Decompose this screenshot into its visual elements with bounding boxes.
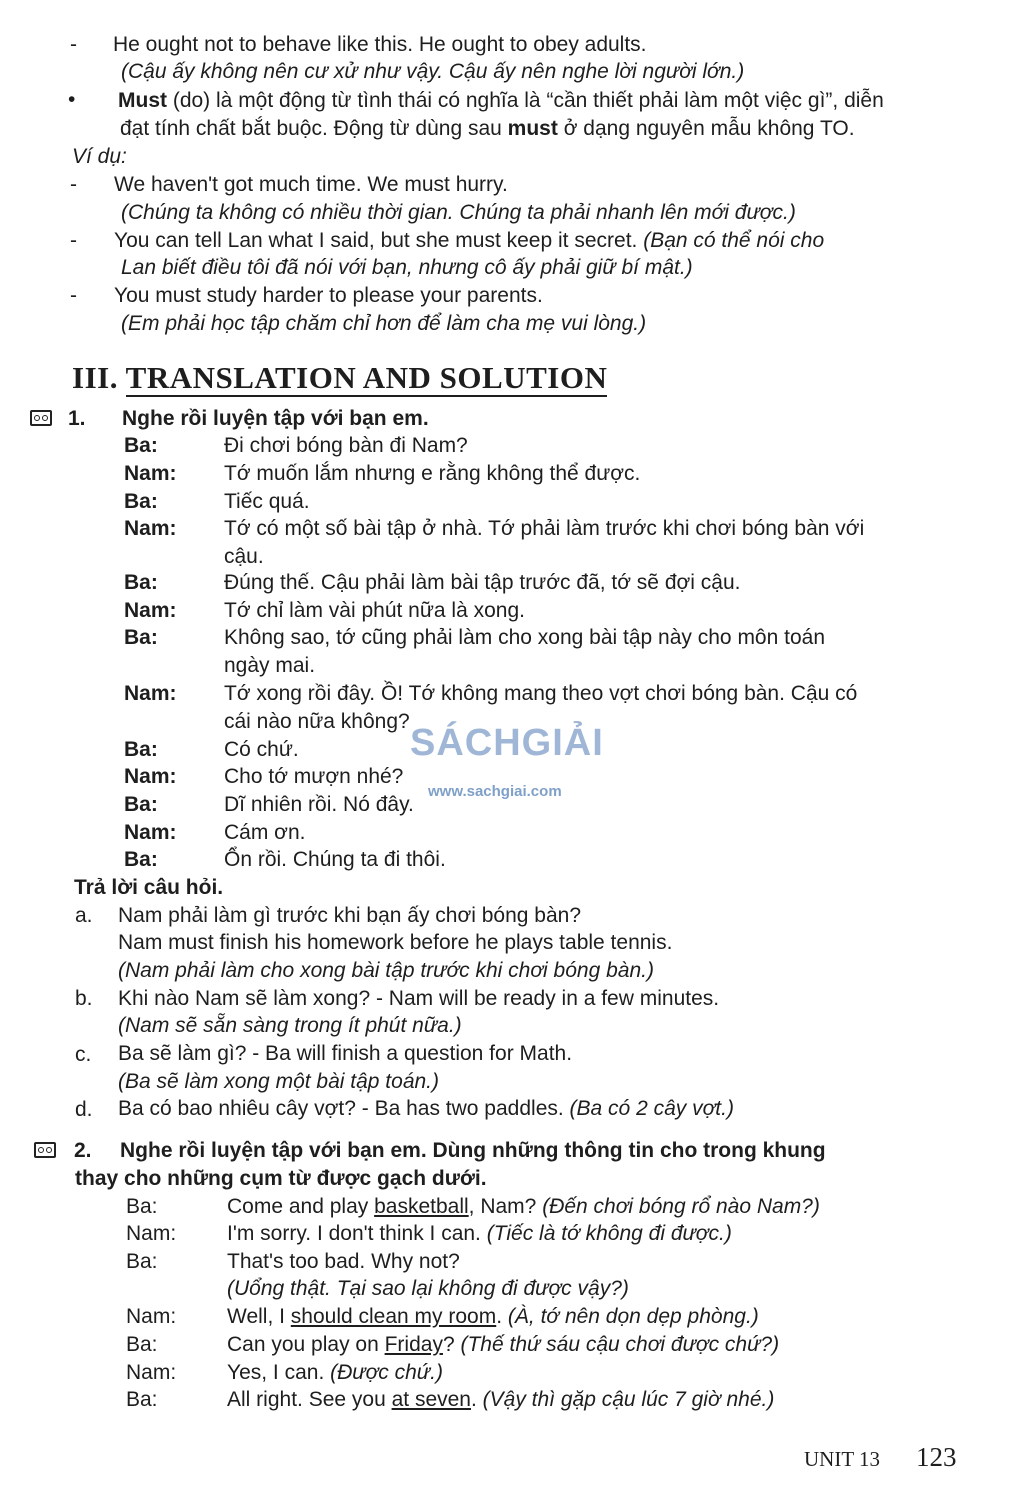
dialog-line: Well, I should clean my room. (À, tớ nên dọn dẹp phòng.) (227, 1305, 759, 1328)
dialog-line: Đúng thế. Cậu phải làm bài tập trước đã, tớ sẽ đợi cậu. (224, 571, 741, 594)
example-sentence: He ought not to behave like this. He ought to obey adults. (113, 33, 647, 56)
question-mark: b. (75, 987, 93, 1010)
list-dash: - (70, 284, 77, 307)
dialog-line: That's too bad. Why not? (227, 1250, 460, 1273)
answer-title: Trả lời câu hỏi. (74, 876, 224, 899)
example-label: Ví dụ: (72, 145, 127, 168)
dialog-line: Come and play basketball, Nam? (Đến chơi bóng rổ nào Nam?) (227, 1195, 820, 1218)
speaker: Ba: (124, 490, 158, 513)
example-sentence: You can tell Lan what I said, but she must keep it secret. (Bạn có thể nói cho (114, 229, 825, 252)
dialog-line: Có chứ. (224, 738, 299, 761)
dialog-line-continued: ngày mai. (224, 654, 316, 677)
answer-translation: (Nam phải làm cho xong bài tập trước khi chơi bóng bàn.) (118, 959, 654, 982)
dialog-line: Tớ có một số bài tập ở nhà. Tớ phải làm trước khi chơi bóng bàn với (224, 517, 865, 540)
dialog-line: Yes, I can. (Được chứ.) (227, 1361, 443, 1384)
must-explanation-line2: đạt tính chất bắt buộc. Động từ dùng sau must ở dạng nguyên mẫu không TO. (120, 117, 855, 140)
dialog-line: Tớ muốn lắm nhưng e rằng không thể được. (224, 462, 641, 485)
dialog-line: Can you play on Friday? (Thế thứ sáu cậu chơi được chứ?) (227, 1333, 780, 1356)
question: Nam phải làm gì trước khi bạn ấy chơi bóng bàn? (118, 904, 582, 927)
section-heading: III. TRANSLATION AND SOLUTION (72, 360, 608, 395)
cassette-icon (30, 410, 52, 426)
dialog-line: Tớ xong rồi đây. Ồ! Tớ không mang theo vợt chơi bóng bàn. Cậu có (224, 682, 858, 705)
speaker: Ba: (126, 1250, 158, 1273)
answer: Nam must finish his homework before he plays table tennis. (118, 931, 673, 954)
list-dash: - (70, 229, 77, 252)
exercise-number: 1. (68, 407, 86, 430)
speaker: Ba: (124, 793, 158, 816)
example-sentence: We haven't got much time. We must hurry. (114, 173, 508, 196)
speaker: Ba: (124, 626, 158, 649)
speaker: Ba: (124, 434, 158, 457)
speaker: Nam: (124, 599, 177, 622)
example-translation: Lan biết điều tôi đã nói với bạn, nhưng cô ấy phải giữ bí mật.) (121, 256, 693, 279)
question: Ba sẽ làm gì? - Ba will finish a question for Math. (118, 1042, 573, 1065)
dialog-line: All right. See you at seven. (Vậy thì gặp cậu lúc 7 giờ nhé.) (227, 1388, 775, 1411)
question-mark: c. (75, 1043, 92, 1066)
list-dash: - (70, 173, 77, 196)
speaker: Nam: (126, 1361, 177, 1384)
answer-translation: (Ba sẽ làm xong một bài tập toán.) (118, 1070, 439, 1093)
exercise-number: 2. (74, 1139, 92, 1162)
dialog-line-continued: cái nào nữa không? (224, 710, 410, 733)
unit-label: UNIT 13 (804, 1447, 881, 1471)
dialog-line: Cám ơn. (224, 821, 306, 844)
dialog-translation: (Uổng thật. Tại sao lại không đi được vậy?) (227, 1277, 629, 1300)
example-sentence: You must study harder to please your parents. (114, 284, 543, 307)
speaker: Nam: (124, 682, 177, 705)
must-explanation: Must (do) là một động từ tình thái có nghĩa là “cần thiết phải làm một việc gì”, diễn (118, 89, 884, 112)
cassette-icon (34, 1142, 56, 1158)
dialog-line: Tiếc quá. (224, 490, 310, 513)
watermark-logo: SÁCHGIẢI (410, 722, 604, 764)
speaker: Ba: (124, 571, 158, 594)
dialog-line: Tớ chỉ làm vài phút nữa là xong. (224, 599, 525, 622)
exercise-title: Nghe rồi luyện tập với bạn em. (122, 407, 429, 430)
question: Ba có bao nhiêu cây vợt? - Ba has two paddles. (Ba có 2 cây vợt.) (118, 1097, 734, 1120)
dialog-line-continued: cậu. (224, 545, 264, 568)
dialog-line: Đi chơi bóng bàn đi Nam? (224, 434, 468, 457)
example-translation: (Chúng ta không có nhiều thời gian. Chúng ta phải nhanh lên mới được.) (121, 201, 796, 224)
example-translation: (Cậu ấy không nên cư xử như vậy. Cậu ấy nên nghe lời người lớn.) (121, 60, 745, 83)
dialog-line: Dĩ nhiên rồi. Nó đây. (224, 793, 414, 816)
speaker: Ba: (126, 1388, 158, 1411)
question: Khi nào Nam sẽ làm xong? - Nam will be ready in a few minutes. (118, 987, 720, 1010)
exercise-title-line2: thay cho những cụm từ được gạch dưới. (75, 1167, 487, 1190)
speaker: Nam: (126, 1305, 177, 1328)
question-mark: d. (75, 1098, 93, 1121)
dialog-line: Ổn rồi. Chúng ta đi thôi. (224, 848, 446, 871)
exercise-title: Nghe rồi luyện tập với bạn em. Dùng những thông tin cho trong khung (120, 1139, 826, 1162)
page-number: 123 (916, 1442, 957, 1472)
speaker: Nam: (124, 517, 177, 540)
speaker: Ba: (126, 1195, 158, 1218)
speaker: Ba: (126, 1333, 158, 1356)
speaker: Nam: (124, 821, 177, 844)
speaker: Ba: (124, 738, 158, 761)
dialog-line: Cho tớ mượn nhé? (224, 765, 404, 788)
list-dash: - (70, 33, 77, 56)
answer-translation: (Nam sẽ sẵn sàng trong ít phút nữa.) (118, 1014, 462, 1037)
watermark-url: www.sachgiai.com (428, 783, 562, 800)
bullet: • (68, 88, 76, 111)
question-mark: a. (75, 904, 93, 927)
example-translation: (Em phải học tập chăm chỉ hơn để làm cha mẹ vui lòng.) (121, 312, 647, 335)
speaker: Nam: (126, 1222, 177, 1245)
dialog-line: Không sao, tớ cũng phải làm cho xong bài tập này cho môn toán (224, 626, 826, 649)
dialog-line: I'm sorry. I don't think I can. (Tiếc là tớ không đi được.) (227, 1222, 732, 1245)
speaker: Ba: (124, 848, 158, 871)
speaker: Nam: (124, 462, 177, 485)
speaker: Nam: (124, 765, 177, 788)
